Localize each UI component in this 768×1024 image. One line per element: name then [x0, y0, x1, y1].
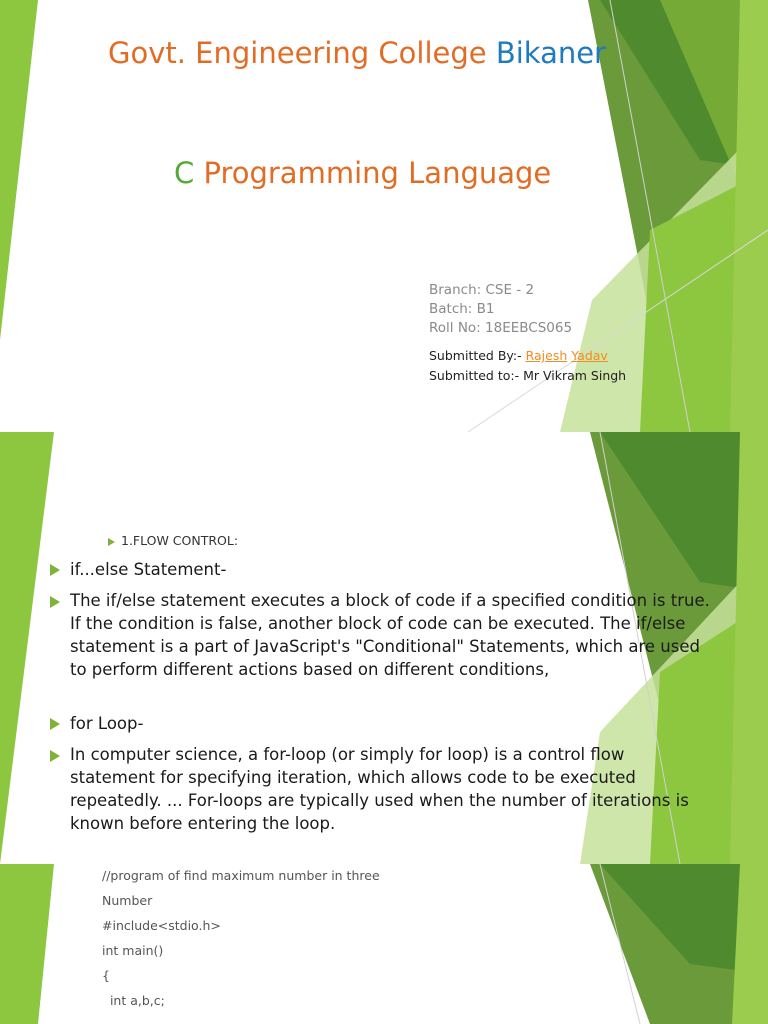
section-heading-text: 1.FLOW CONTROL: — [121, 533, 239, 548]
college-title — [108, 36, 606, 70]
bullet-for-loop-description: In computer science, a for-loop (or simply for loop) is a control flow statement for specifying iteration, which allows code to be executed repeatedly. ... For-loops are typically used when the number of iterations is known before entering the loop. — [70, 745, 689, 833]
bullet-arrow-icon — [50, 718, 60, 730]
title-slide — [0, 0, 768, 432]
batch-line: Batch: B1 — [429, 301, 495, 317]
code-line: Number — [102, 893, 153, 908]
code-line: { — [102, 968, 110, 983]
language-letter: C — [174, 156, 195, 190]
code-line: int main() — [102, 943, 164, 958]
college-city: Bikaner — [495, 36, 606, 70]
bullet-arrow-icon — [108, 538, 115, 546]
section-heading — [108, 533, 238, 548]
bullet-for-loop-heading: for Loop- — [70, 714, 144, 733]
bullet-arrow-icon — [50, 750, 60, 762]
bullet-arrow-icon — [50, 564, 60, 576]
submitted-to-line: Submitted to:- Mr Vikram Singh — [429, 368, 627, 383]
bullet-if-else-description: The if/else statement executes a block of code if a specified condition is true. If the condition is false, another block of code can be executed. The if/else statement is a part of JavaScript's "Conditional" Statements, which are used to perform different actions based on different conditions, — [70, 591, 710, 679]
bullet-if-else-heading: if...else Statement- — [70, 560, 227, 579]
author-last-name: Yadav — [571, 348, 608, 363]
code-slide — [0, 864, 768, 1024]
author-first-name: Rajesh — [525, 348, 568, 363]
submitted-by-label: Submitted By:- — [429, 348, 526, 363]
code-line: #include<stdio.h> — [102, 918, 221, 933]
code-line: //program of find maximum number in three — [102, 868, 380, 883]
presentation-title-text: Programming Language — [194, 156, 552, 190]
college-name: Govt. Engineering College — [108, 36, 496, 70]
code-line: int a,b,c; — [102, 993, 165, 1008]
roll-no-line: Roll No: 18EEBCS065 — [429, 320, 573, 336]
submitted-by-line — [429, 348, 608, 363]
presentation-title — [174, 156, 551, 190]
flow-control-slide — [0, 432, 768, 864]
bullet-arrow-icon — [50, 596, 60, 608]
branch-line: Branch: CSE - 2 — [429, 282, 535, 298]
